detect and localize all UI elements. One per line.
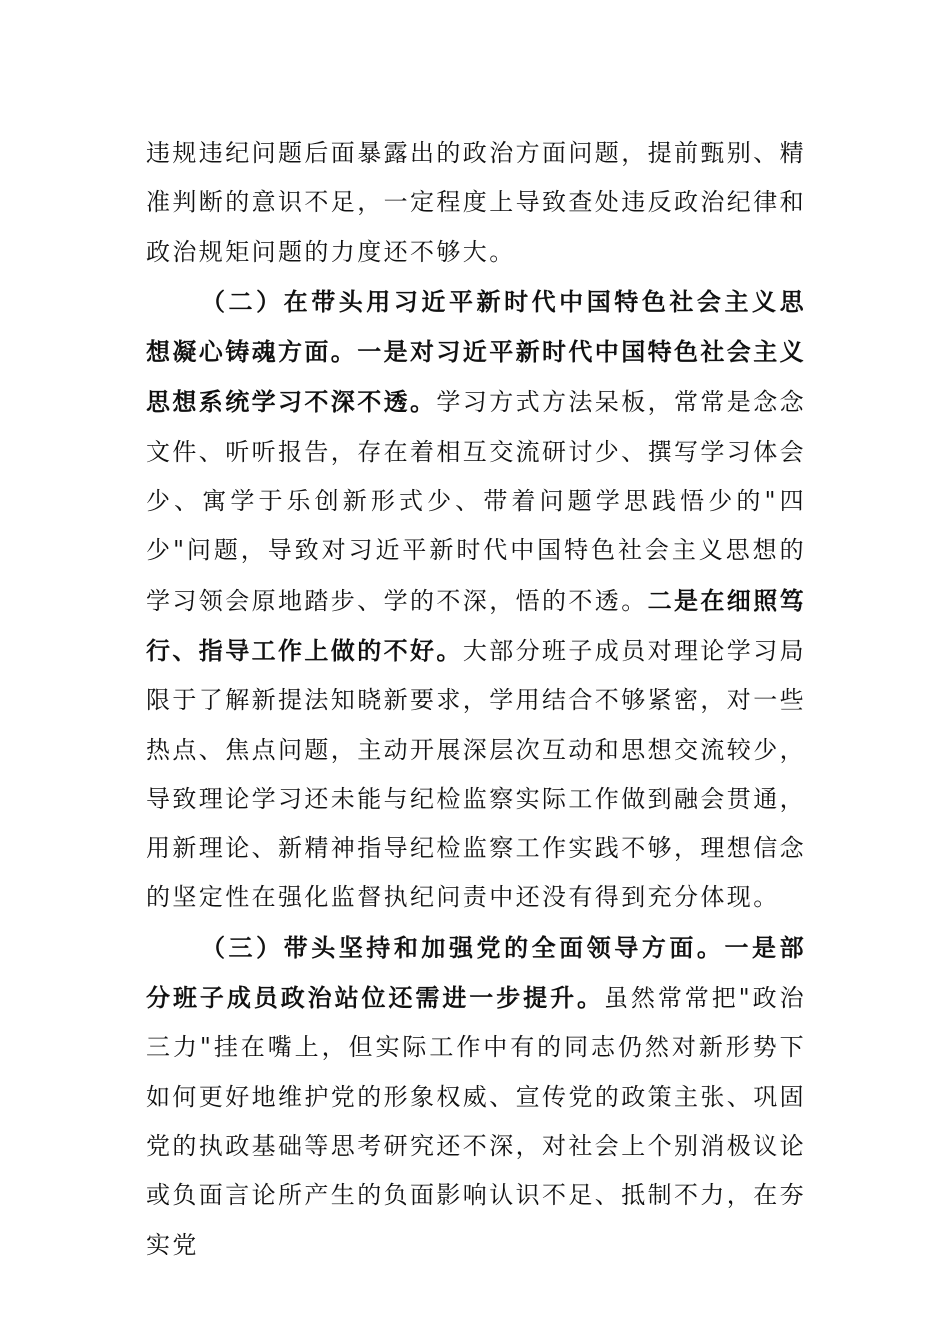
section-2-heading: （二）在带头用习近平新时代中国特色社会主义思想凝心铸魂方面。一是对习近平新时代中国特色社会主义思想系统学习不深不透。 bbox=[146, 286, 806, 417]
paragraph-3-text: 虽然常常把"政治三力"挂在嘴上，但实际工作中有的同志仍然对新形势下如何更好地维护党的形象权威、宣传党的政策主张、巩固党的执政基础等思考研究还不深，对社会上个别消极议论或负面言论所产生的负面影响认识不足、抵制不力，在夯实党 bbox=[146, 984, 806, 1259]
paragraph-2-text-b: 大部分班子成员对理论学习局限于了解新提法知晓新要求，学用结合不够紧密，对一些热点、焦点问题，主动开展深层次互动和思想交流较少，导致理论学习还未能与纪检监察实际工作做到融会贯通，用新理论、新精神指导纪检监察工作实践不够，理想信念的坚定性在强化监督执纪问责中还没有得到充分体现。 bbox=[146, 636, 807, 912]
paragraph-2 bbox=[146, 277, 806, 923]
section-3-heading: （三）带头坚持和加强党的全面领导方面。一是部分班子成员政治站位还需进一步提升。 bbox=[146, 932, 806, 1013]
paragraph-3 bbox=[146, 923, 806, 1270]
paragraph-1 bbox=[146, 129, 806, 277]
paragraph-2-text-a: 学习方式方法呆板，常常是念念文件、听听报告，存在着相互交流研讨少、撰写学习体会少、寓学于乐创新形式少、带着问题学思践悟少的"四少"问题，导致对习近平新时代中国特色社会主义思想的学习领会原地踏步、学的不深，悟的不透。 bbox=[146, 388, 807, 615]
paragraph-2-subheading: 二是在细照笃行、指导工作上做的不好。 bbox=[146, 585, 807, 665]
document-page bbox=[146, 129, 806, 1270]
paragraph-1-text: 违规违纪问题后面暴露出的政治方面问题，提前甄别、精准判断的意识不足，一定程度上导致查处违反政治纪律和政治规矩问题的力度还不够大。 bbox=[146, 139, 806, 266]
